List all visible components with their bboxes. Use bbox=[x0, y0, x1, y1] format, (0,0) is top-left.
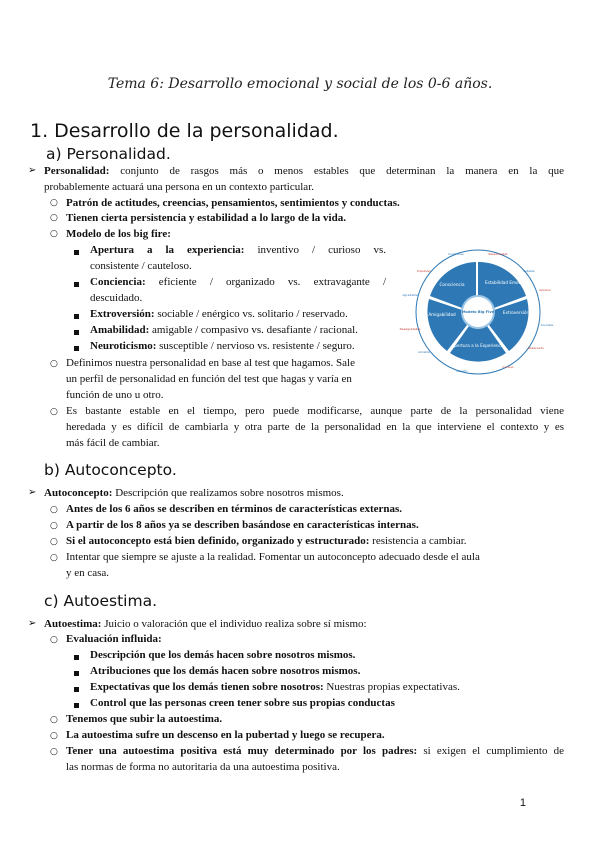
circle-bullet-icon: ○ bbox=[50, 747, 58, 757]
square-bullet-icon bbox=[74, 655, 79, 660]
square-bullet-icon bbox=[74, 282, 79, 287]
definition-autoestima: Autoestima: Juicio o valoración que el individuo realiza sobre sí mismo: bbox=[44, 618, 367, 630]
diagram-outer-label: Amable bbox=[418, 350, 430, 354]
square-bullet-icon bbox=[74, 687, 79, 692]
note-test-line1: Definimos nuestra personalidad en base al test que hagamos. Sale bbox=[66, 357, 355, 369]
big5-neuroticismo: Neuroticismo: susceptible / nervioso vs. resistente / seguro. bbox=[90, 340, 355, 352]
circle-bullet-icon: ○ bbox=[50, 521, 58, 531]
arrow-bullet-icon: ➢ bbox=[28, 618, 37, 629]
big5-conciencia-line2: descuidado. bbox=[90, 292, 143, 304]
big-five-diagram bbox=[398, 246, 558, 378]
arrow-bullet-icon: ➢ bbox=[28, 487, 37, 498]
diagram-outer-label: Abierto bbox=[456, 369, 468, 373]
bullet-persistencia: Tienen cierta persistencia y estabilidad a lo largo de la vida. bbox=[66, 212, 346, 224]
diagram-segment-label: Consciencia bbox=[439, 282, 465, 287]
bullet-autoconcepto-definido: Si el autoconcepto está bien definido, organizado y estructurado: resistencia a cambiar. bbox=[66, 535, 467, 547]
note-estable-line3: más fácil de cambiar. bbox=[66, 437, 160, 449]
bullet-realidad-line2: y en casa. bbox=[66, 567, 110, 579]
bullet-patron: Patrón de actitudes, creencias, pensamientos, sentimientos y conductas. bbox=[66, 197, 400, 209]
diagram-segment-label: Extroversión bbox=[502, 310, 530, 315]
definition-autoconcepto: Autoconcepto: Descripción que realizamos sobre nosotros mismos. bbox=[44, 487, 344, 499]
circle-bullet-icon: ○ bbox=[50, 198, 58, 208]
eval-expectativas: Expectativas que los demás tienen sobre nosotros: Nuestras propias expectativas. bbox=[90, 681, 460, 693]
circle-bullet-icon: ○ bbox=[50, 731, 58, 741]
eval-control: Control que las personas creen tener sobre sus propias conductas bbox=[90, 697, 395, 709]
note-test-line2: un perfil de personalidad en función del test que hagas y varía en bbox=[66, 373, 352, 385]
note-estable-line1: Es bastante estable en el tiempo, pero puede modificarse, aunque parte de la personalidad viene bbox=[66, 405, 564, 417]
circle-bullet-icon: ○ bbox=[50, 715, 58, 725]
note-test-line3: función de uno u otro. bbox=[66, 389, 164, 401]
big5-apertura-line2: consistente / cauteloso. bbox=[90, 260, 192, 272]
bullet-pubertad: La autoestima sufre un descenso en la pubertad y luego se recupera. bbox=[66, 729, 385, 741]
document-title: Tema 6: Desarrollo emocional y social de los 0-6 años. bbox=[107, 76, 493, 92]
big5-extroversion: Extroversión: sociable / enérgico vs. solitario / reservado. bbox=[90, 308, 348, 320]
note-estable-line2: heredada y es difícil de cambiarla y otra parte de la personalidad en la que interviene el contexto y es bbox=[66, 421, 564, 433]
bullet-padres-line1: Tener una autoestima positiva está muy determinado por los padres: si exigen el cumplimiento de bbox=[66, 745, 564, 757]
circle-bullet-icon: ○ bbox=[50, 359, 58, 369]
subheading-personalidad: a) Personalidad. bbox=[46, 145, 171, 163]
bullet-padres-line2: las normas de forma no autoritaria da una autoestima positiva. bbox=[66, 761, 340, 773]
big5-amabilidad: Amabilidad: amigable / compasivo vs. desafiante / racional. bbox=[90, 324, 358, 336]
square-bullet-icon bbox=[74, 314, 79, 319]
big5-apertura: Apertura a la experiencia: inventivo / curioso vs. bbox=[90, 244, 386, 256]
circle-bullet-icon: ○ bbox=[50, 213, 58, 223]
diagram-segment-label: Amigabilidad bbox=[428, 312, 456, 317]
circle-bullet-icon: ○ bbox=[50, 553, 58, 563]
diagram-outer-label: Sociable bbox=[540, 323, 554, 327]
square-bullet-icon bbox=[74, 671, 79, 676]
diagram-segment-label: Estabilidad Emocional bbox=[484, 280, 532, 285]
diagram-outer-label: Reservado bbox=[528, 346, 544, 350]
diagram-outer-label: Ansioso bbox=[539, 288, 551, 292]
circle-bullet-icon: ○ bbox=[50, 505, 58, 515]
diagram-outer-label: Responsable bbox=[488, 252, 508, 256]
diagram-outer-label: Cuidadoso bbox=[448, 252, 464, 256]
bullet-a-partir-8: A partir de los 8 años ya se describen basándose en características internas. bbox=[66, 519, 419, 531]
bullet-antes-6: Antes de los 6 años se describen en términos de características externas. bbox=[66, 503, 403, 515]
arrow-bullet-icon: ➢ bbox=[28, 165, 37, 176]
diagram-outer-label: Curioso bbox=[502, 365, 514, 369]
diagram-outer-label: Agradable bbox=[402, 293, 418, 297]
circle-bullet-icon: ○ bbox=[50, 635, 58, 645]
section-heading-personalidad: 1. Desarrollo de la personalidad. bbox=[30, 120, 339, 142]
square-bullet-icon bbox=[74, 330, 79, 335]
circle-bullet-icon: ○ bbox=[50, 229, 58, 239]
diagram-center-label: Modelo Big Five bbox=[461, 310, 495, 314]
eval-descripcion: Descripción que los demás hacen sobre nosotros mismos. bbox=[90, 649, 356, 661]
square-bullet-icon bbox=[74, 703, 79, 708]
eval-atribuciones: Atribuciones que los demás hacen sobre nosotros mismos. bbox=[90, 665, 361, 677]
circle-bullet-icon: ○ bbox=[50, 537, 58, 547]
circle-bullet-icon: ○ bbox=[50, 407, 58, 417]
definition-personalidad-line2: probablemente actuará una persona en un contexto particular. bbox=[44, 181, 314, 193]
bullet-realidad-line1: Intentar que siempre se ajuste a la realidad. Fomentar un autoconcepto adecuado desde el aula bbox=[66, 551, 480, 563]
bullet-evaluacion: Evaluación influida: bbox=[66, 633, 162, 645]
big5-conciencia: Conciencia: eficiente / organizado vs. extravagante / bbox=[90, 276, 386, 288]
bullet-subir-autoestima: Tenemos que subir la autoestima. bbox=[66, 713, 223, 725]
diagram-outer-label: Estable bbox=[523, 269, 535, 273]
diagram-outer-label: Desagradable bbox=[399, 327, 421, 331]
subheading-autoestima: c) Autoestima. bbox=[44, 592, 158, 610]
diagram-outer-label: Impulsivo bbox=[416, 269, 432, 273]
square-bullet-icon bbox=[74, 250, 79, 255]
definition-personalidad: Personalidad: conjunto de rasgos más o menos estables que determinan la manera en la que bbox=[44, 165, 564, 177]
bullet-modelo: Modelo de los big fire: bbox=[66, 228, 171, 240]
page-number: 1 bbox=[519, 797, 526, 809]
subheading-autoconcepto: b) Autoconcepto. bbox=[44, 461, 177, 479]
square-bullet-icon bbox=[74, 346, 79, 351]
diagram-segment-label: Apertura a la Experiencia bbox=[451, 343, 505, 348]
